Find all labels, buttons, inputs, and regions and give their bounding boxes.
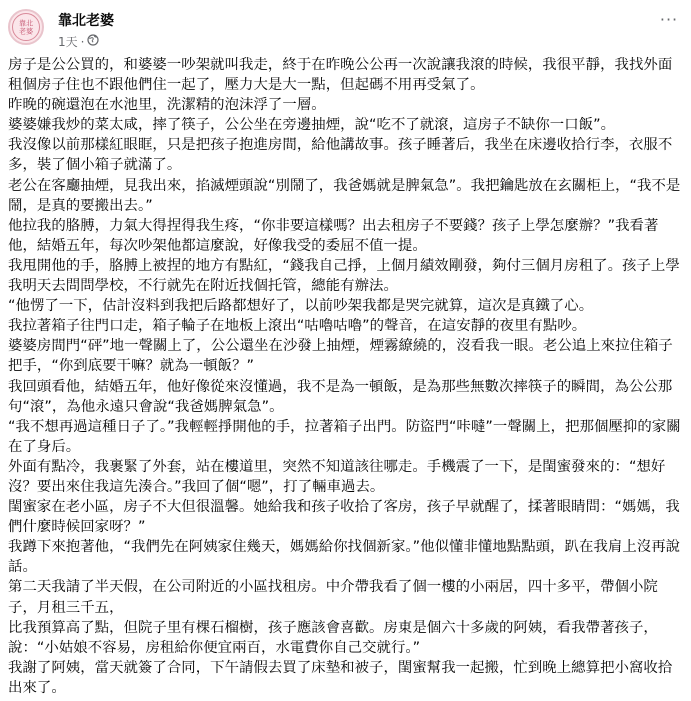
post-body (8, 55, 686, 698)
post-paragraph: 我謝了阿姨，當天就簽了合同，下午請假去買了床墊和被子，閨蜜幫我一起搬，忙到晚上總算把小窩收拾出來了。 (8, 659, 673, 696)
post-paragraph: 房子是公公買的，和婆婆一吵架就叫我走，終于在昨晚公公再一次說讓我滾的時候，我很平靜，我找外面租個房子住也不跟他們住一起了，壓力大是大一點，但起碼不用再受氣了。 (8, 57, 673, 94)
globe-icon (87, 34, 99, 49)
post-paragraph: 外面有點冷，我裹緊了外套，站在樓道里，突然不知道該往哪走。手機震了一下，是閨蜜發來的：“想好沒？要出來住我這先湊合。”我回了個“嗯”，打了輛車過去。 (8, 458, 666, 495)
meta-separator: · (80, 34, 85, 49)
post-paragraph: 第二天我請了半天假，在公司附近的小區找租房。中介帶我看了個一樓的小兩居，四十多平，帶個小院子，月租三千五， (8, 579, 658, 616)
post-paragraph: 婆婆嫌我炒的菜太咸，摔了筷子，公公坐在旁邊抽煙，說“吃不了就滾，這房子不缺你一口飯”。 (8, 117, 616, 134)
post-paragraph: 比我預算高了點，但院子里有棵石榴樹，孩子應該會喜歡。房東是個六十多歲的阿姨，看我帶著孩子，說：“小姑娘不容易，房租給你便宜兩百，水電費你自己交就行。” (8, 619, 658, 656)
post-time[interactable]: 1天 (58, 35, 78, 49)
post-paragraph: 老公在客廳抽煙，見我出來，掐滅煙頭說“別鬧了，我爸媽就是脾氣急”。我把鑰匙放在玄關柜上，“我不是鬧，是真的要搬出去。” (8, 177, 681, 214)
author-name[interactable]: 靠北老婆 (58, 13, 114, 29)
post-paragraph: 我拉著箱子往門口走，箱子輪子在地板上滾出“咕嚕咕嚕”的聲音，在這安靜的夜里有點吵。 (8, 318, 587, 335)
post-paragraph: 婆婆房間門“砰”地一聲關上了，公公還坐在沙發上抽煙，煙霧繚繞的，沒看我一眼。老公追上來拉住箱子把手，“你到底要干嘛？就為一頓飯？” (8, 338, 673, 375)
avatar[interactable] (8, 9, 44, 45)
post-paragraph: 我蹲下來抱著他，“我們先在阿姨家住幾天，媽媽給你找個新家。”他似懂非懂地點點頭，趴在我肩上沒再說話。 (8, 539, 681, 576)
post-paragraph: 昨晚的碗還泡在水池里，洗潔精的泡沫浮了一層。 (8, 97, 326, 114)
post-paragraph: 閨蜜家在老小區，房子不大但很溫馨。她給我和孩子收拾了客房，孩子早就醒了，揉著眼睛問：“媽媽，我們什麼時候回家呀？” (8, 499, 680, 536)
avatar-badge-icon (10, 11, 42, 43)
avatar-text: 靠北老婆 (19, 19, 33, 36)
more-options-icon[interactable]: ··· (659, 10, 679, 29)
post-paragraph: “他愣了一下，估計沒料到我把后路都想好了，以前吵架我都是哭完就算，這次是真鐵了心。 (8, 298, 594, 315)
post-header (0, 0, 691, 54)
post-paragraph: 我沒像以前那樣紅眼眶，只是把孩子抱進房間，給他講故事。孩子睡著后，我坐在床邊收拾行李，衣服不多，裝了個小箱子就滿了。 (8, 137, 673, 174)
post-paragraph: “我不想再過這種日子了。”我輕輕掙開他的手，拉著箱子出門。防盜門“咔噠”一聲關上，把那個壓抑的家關在了身后。 (8, 418, 681, 455)
post-paragraph: 我回頭看他，結婚五年，他好像從來沒懂過，我不是為一頓飯，是為那些無數次摔筷子的瞬間，為公公那句“滾”，為他永遠只會說“我爸媽脾氣急”。 (8, 378, 673, 415)
post-paragraph: 他拉我的胳膊，力氣大得捏得我生疼，“你非要這樣嗎？出去租房子不要錢？孩子上學怎麼辦？”我看著他，結婚五年，每次吵架他都這麼說，好像我受的委屈不值一提。 (8, 217, 659, 254)
post-meta (58, 33, 99, 50)
post-paragraph: 我甩開他的手，胳膊上被捏的地方有點紅，“錢我自己掙，上個月績效剛發，夠付三個月房租了。孩子上學我明天去問問學校，不行就先在附近找個托管，總能有辦法。 (8, 257, 680, 295)
